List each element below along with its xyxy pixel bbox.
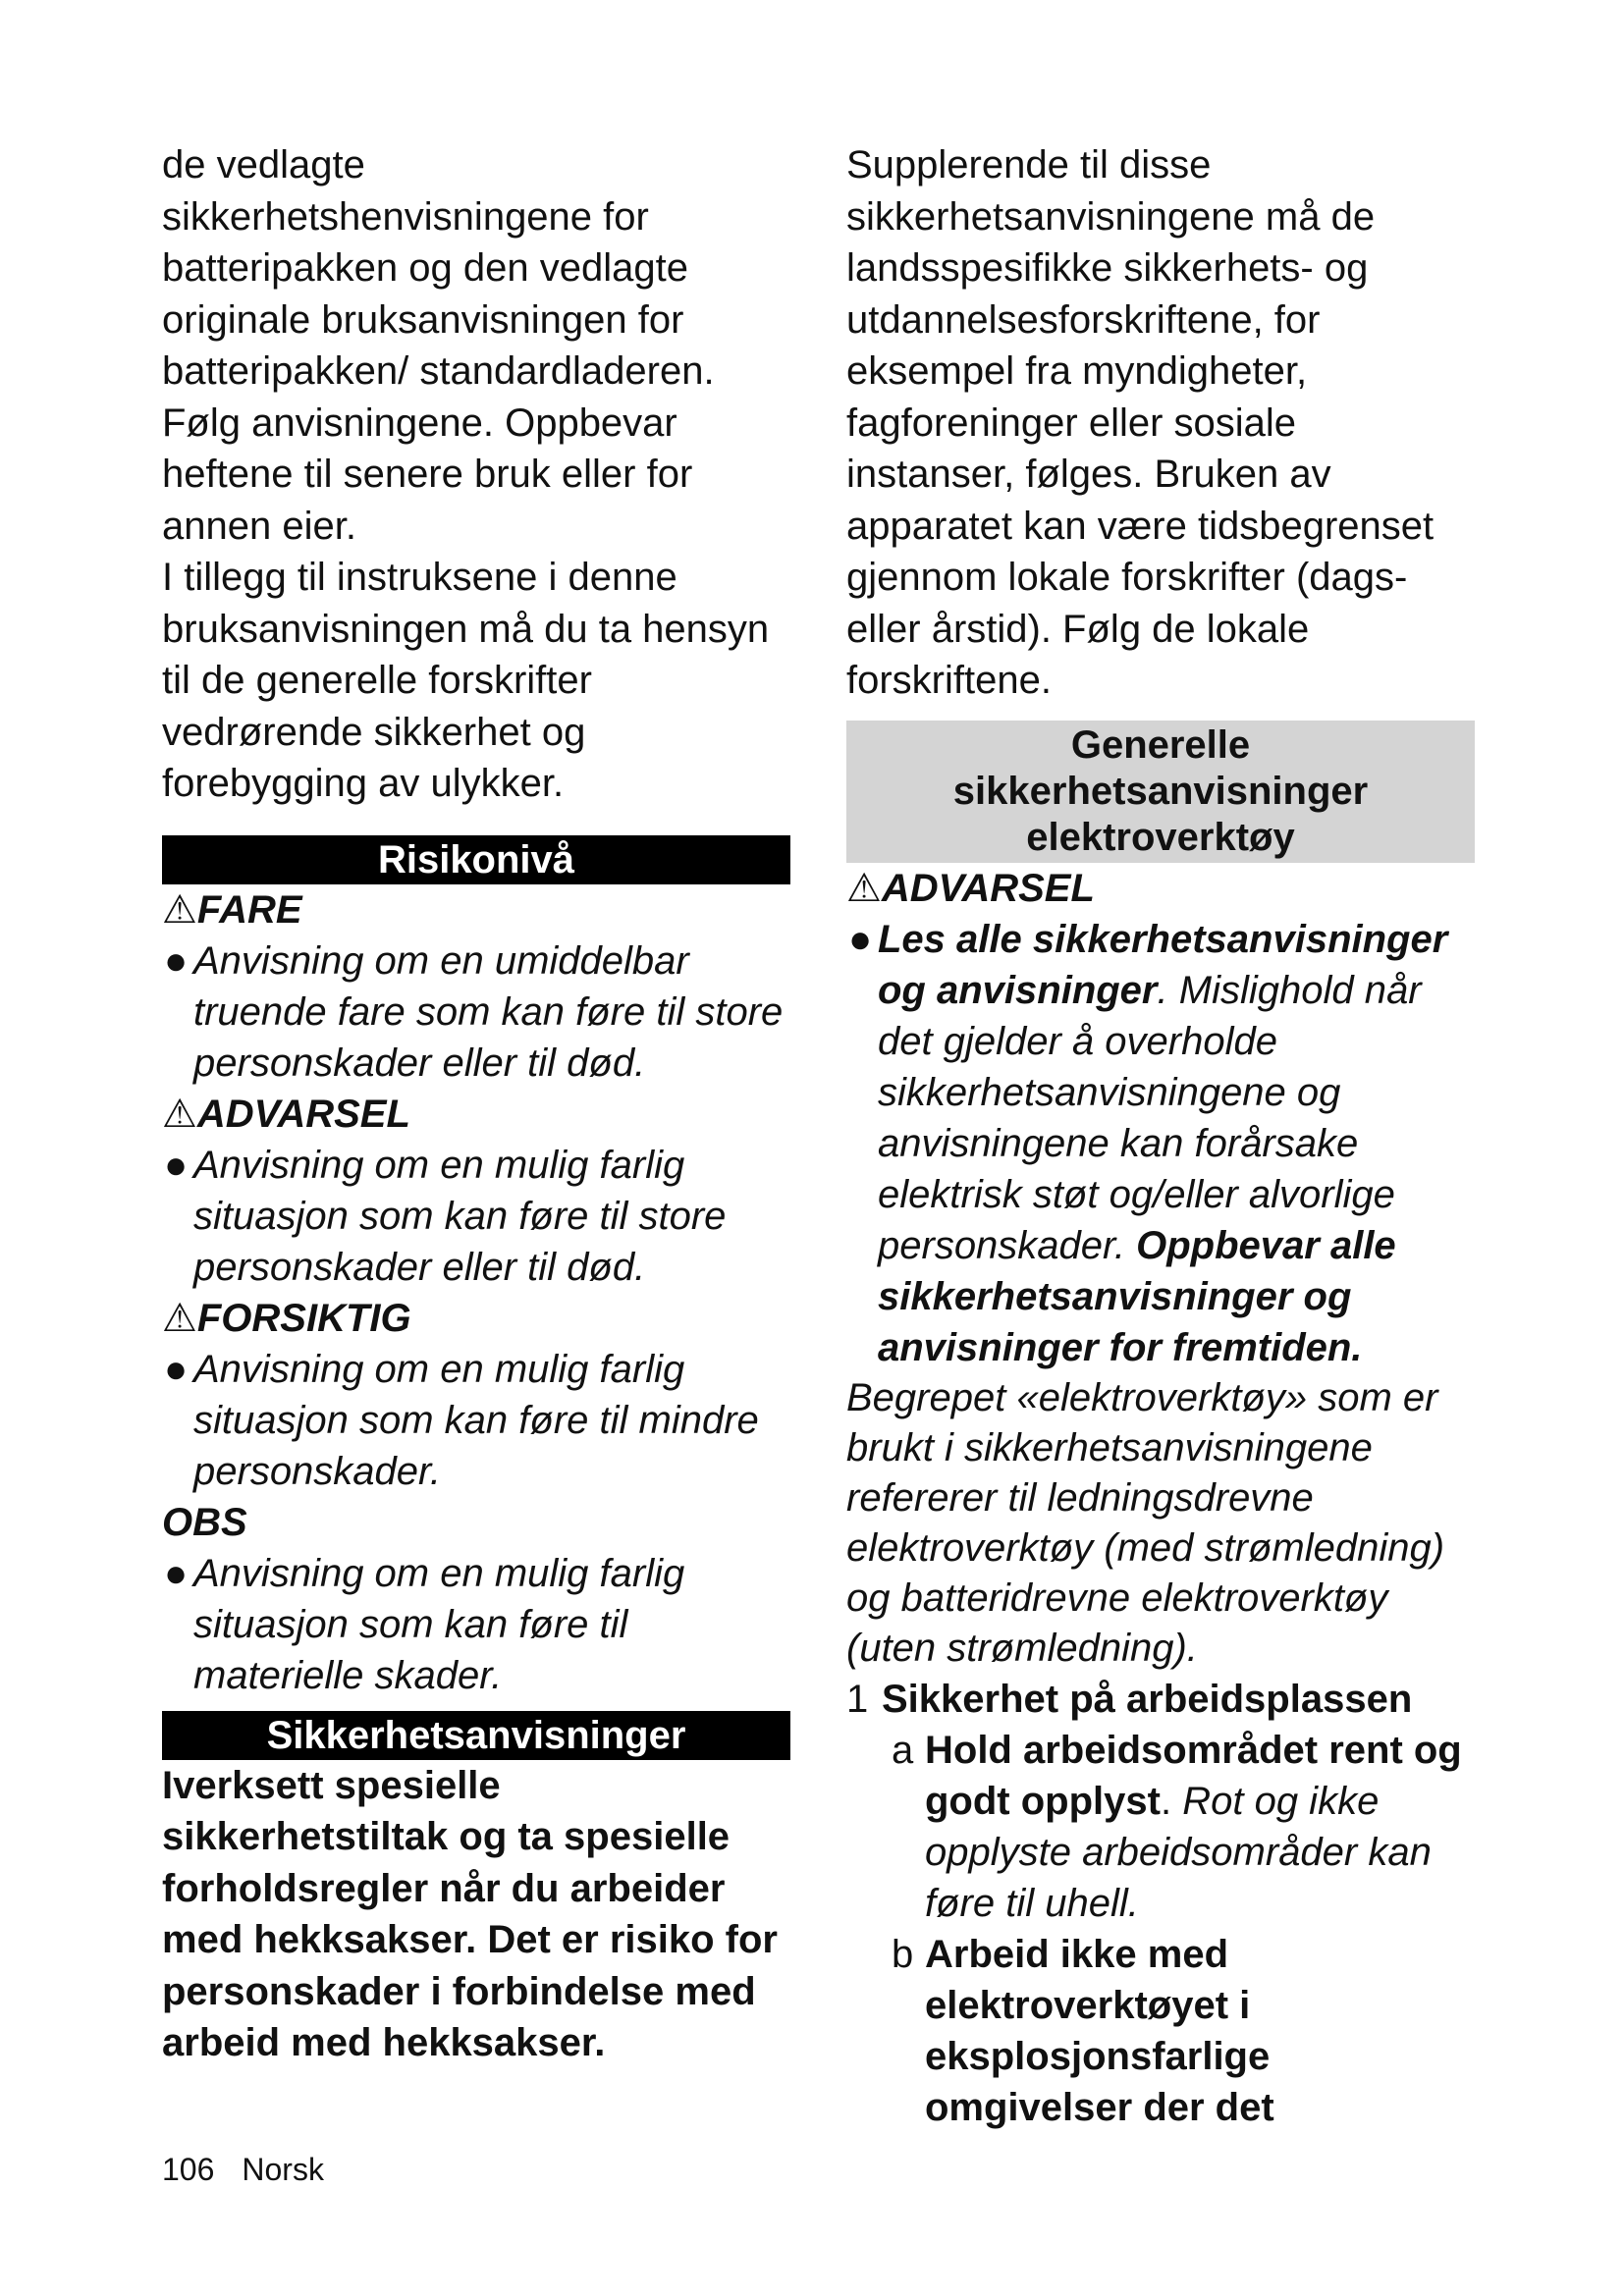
sub-item-a: a Hold arbeidsområdet rent og godt opplyst. Rot og ikke opplyste arbeidsområder kan føre til uhell.: [892, 1728, 1462, 1925]
numbered-item: 1 Sikkerhet på arbeidsplassen: [846, 1677, 1413, 1721]
risk-level-fare: [162, 884, 790, 1089]
page-number: 106: [162, 2152, 215, 2187]
language-label: Norsk: [242, 2152, 324, 2187]
warning-triangle-icon: ⚠: [162, 1092, 197, 1136]
intro-paragraph-2: I tillegg til instruksene i denne bruksanvisningen må du ta hensyn til de generelle forskrifter vedrørende sikkerhet og forebygging av ulykker.: [162, 556, 770, 805]
signal-word: ⚠ADVARSEL: [162, 1089, 790, 1140]
list-item: ● Anvisning om en mulig farlig situasjon som kan føre til mindre personskader.: [162, 1344, 790, 1497]
signal-word: ⚠ADVARSEL: [846, 863, 1475, 914]
bullet-icon: ●: [164, 938, 189, 983]
right-column: [846, 139, 1475, 2133]
bullet-icon: ●: [164, 1143, 189, 1187]
left-column: [162, 139, 790, 2069]
signal-word: ⚠FORSIKTIG: [162, 1293, 790, 1344]
list-item: ● Les alle sikkerhetsanvisninger og anvisninger. Mislighold når det gjelder å overholde sikkerhetsanvisningene og anvisningene kan forårsake elektrisk støt og/eller alvorlige personskader. Oppbevar alle sikkerhetsanvisninger og anvisninger for fremtiden.: [846, 914, 1475, 1373]
safety-paragraph: Iverksett spesielle sikkerhetstiltak og ta spesielle forholdsregler når du arbeider med hekksakser. Det er risiko for personskader i forbindelse med arbeid med hekksakser.: [162, 1763, 778, 2064]
list-item: ● Anvisning om en umiddelbar truende fare som kan føre til store personskader eller til død.: [162, 935, 790, 1089]
list-item: ● Anvisning om en mulig farlig situasjon som kan føre til store personskader eller til død.: [162, 1140, 790, 1293]
safety-instructions-heading: Sikkerhetsanvisninger: [162, 1711, 790, 1760]
risk-level-heading: Risikonivå: [162, 835, 790, 884]
warning-triangle-icon: ⚠: [846, 866, 882, 910]
intro-paragraph: de vedlagte sikkerhetshenvisningene for batteripakken og den vedlagte originale bruksanvisningen for batteripakken/ standardladeren. Følg anvisningene. Oppbevar heftene til senere bruk eller for annen eier.: [162, 143, 715, 548]
intro-paragraph: Supplerende til disse sikkerhetsanvisningene må de landsspesifikke sikkerhets- og utdannelsesforskriftene, for eksempel fra myndigheter, fagforeninger eller sosiale instanser, følges. Bruken av apparatet kan være tidsbegrenset gjennom lokale forskrifter (dags- eller årstid). Følg de lokale forskriftene.: [846, 143, 1435, 702]
warning-triangle-icon: ⚠: [162, 887, 197, 932]
signal-word: ⚠FARE: [162, 884, 790, 935]
warning-triangle-icon: ⚠: [162, 1296, 197, 1340]
signal-word: OBS: [162, 1500, 247, 1544]
bullet-icon: ●: [164, 1347, 189, 1391]
general-safety-heading: Generelle sikkerhetsanvisninger elektroverktøy: [846, 721, 1475, 863]
risk-level-advarsel: [162, 1089, 790, 1293]
list-item: ● Anvisning om en mulig farlig situasjon som kan føre til materielle skader.: [162, 1548, 790, 1701]
bullet-icon: ●: [164, 1551, 189, 1595]
sub-item-b: b Arbeid ikke med elektroverktøyet i eksplosjonsfarlige omgivelser der det: [892, 1932, 1274, 2129]
page-footer: [162, 2150, 324, 2189]
risk-level-obs: [162, 1497, 790, 1701]
risk-level-forsiktig: [162, 1293, 790, 1497]
bullet-icon: ●: [848, 917, 873, 961]
term-paragraph: Begrepet «elektroverktøy» som er brukt i sikkerhetsanvisningene refererer til ledningsdrevne elektroverktøy (med strømledning) og batteridrevne elektroverktøy (uten strømledning).: [846, 1375, 1445, 1670]
